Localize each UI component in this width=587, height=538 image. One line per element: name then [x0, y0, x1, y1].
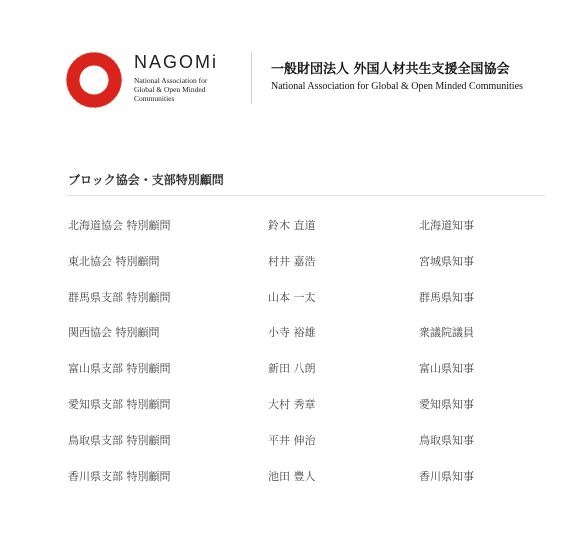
advisor-role: 富山県支部 特別顧問: [68, 362, 171, 376]
section-heading: ブロック協会・支部特別顧問: [68, 173, 224, 187]
advisor-name: 山本 一太: [268, 290, 316, 304]
advisor-title: 富山県知事: [419, 362, 474, 376]
advisor-name: 鈴木 直道: [268, 219, 316, 232]
advisor-name: 平井 伸治: [268, 433, 316, 447]
logo-tagline: National Association for Global & Open Minded Communities: [134, 76, 208, 103]
advisor-row: [68, 214, 548, 250]
section-divider: [66, 195, 545, 196]
advisor-title: 宮城県知事: [419, 254, 474, 268]
site-header: [0, 0, 587, 140]
advisor-title: 香川県知事: [419, 469, 474, 483]
advisor-row: [68, 429, 548, 465]
advisor-name: 新田 八朗: [268, 362, 316, 376]
org-name-en: National Association for Global & Open Minded Communities: [271, 81, 523, 92]
advisor-name: 池田 豊人: [268, 469, 316, 483]
advisor-role: 北海道協会 特別顧問: [68, 219, 171, 232]
org-name-ja: 一般財団法人 外国人材共生支援全国協会: [271, 62, 510, 77]
advisor-title: 北海道知事: [419, 219, 474, 232]
advisor-role: 群馬県支部 特別顧問: [68, 290, 171, 304]
advisor-role: 関西協会 特別顧問: [68, 326, 160, 340]
advisor-row: [68, 357, 548, 393]
advisor-row: [68, 250, 548, 286]
advisor-title: 愛知県知事: [419, 397, 474, 411]
advisor-role: 香川県支部 特別顧問: [68, 469, 171, 483]
advisor-role: 東北協会 特別顧問: [68, 254, 160, 268]
nagomi-ring-logo-icon[interactable]: [64, 50, 124, 110]
advisor-title: 衆議院議員: [419, 326, 474, 340]
advisor-row: [68, 465, 548, 501]
advisor-row: [68, 321, 548, 357]
advisor-name: 村井 嘉浩: [268, 254, 316, 268]
advisor-name: 大村 秀章: [268, 397, 316, 411]
advisor-title: 鳥取県知事: [419, 433, 474, 447]
logo-wordmark: NAGOMi: [134, 52, 218, 72]
advisor-row: [68, 393, 548, 429]
advisor-role: 鳥取県支部 特別顧問: [68, 433, 171, 447]
advisor-title: 群馬県知事: [419, 290, 474, 304]
logo-text[interactable]: [134, 52, 244, 103]
advisor-name: 小寺 裕雄: [268, 326, 316, 340]
header-divider: [251, 52, 252, 104]
advisor-role: 愛知県支部 特別顧問: [68, 397, 171, 411]
advisor-list: [68, 214, 548, 500]
advisor-row: [68, 286, 548, 322]
